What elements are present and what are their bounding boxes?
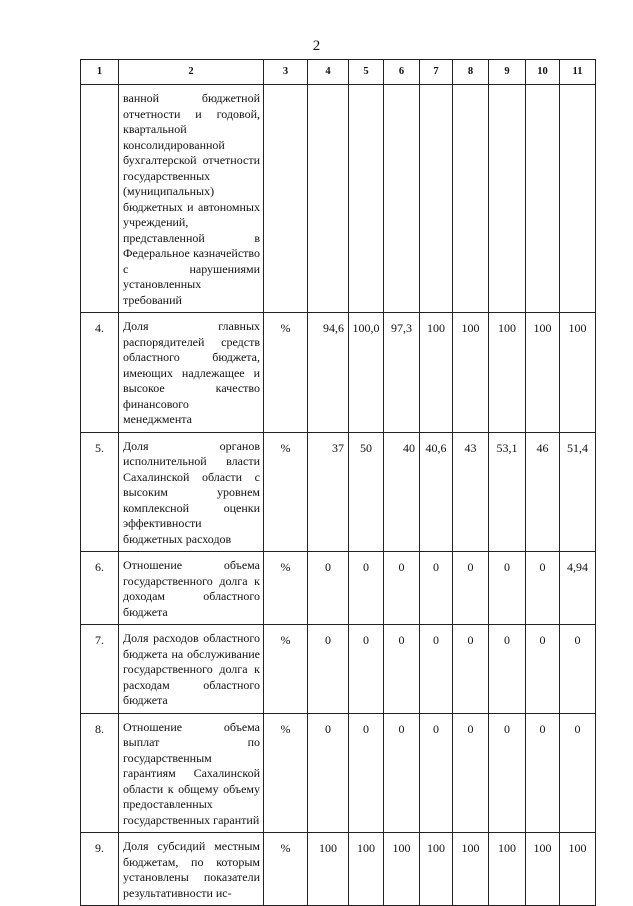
value-cell: 0 — [420, 552, 453, 625]
value-cell: 97,3 — [384, 313, 420, 433]
table-row — [81, 432, 596, 552]
row-number: 4. — [81, 313, 119, 433]
value-cell: 0 — [349, 625, 384, 714]
value-cell: 0 — [453, 552, 489, 625]
value-cell: 0 — [349, 713, 384, 833]
column-header: 6 — [384, 60, 420, 85]
value-cell: 4,94 — [560, 552, 596, 625]
value-cell: 0 — [489, 713, 526, 833]
row-number — [81, 85, 119, 313]
unit-cell: % — [264, 833, 308, 906]
column-header: 8 — [453, 60, 489, 85]
page-number: 2 — [312, 38, 321, 54]
value-cell: 40 — [384, 432, 420, 552]
value-cell — [526, 85, 560, 313]
value-cell: 100 — [453, 833, 489, 906]
column-header: 9 — [489, 60, 526, 85]
indicators-table — [80, 59, 596, 906]
unit-cell: % — [264, 713, 308, 833]
table-row — [81, 85, 596, 313]
value-cell: 0 — [349, 552, 384, 625]
column-header: 11 — [560, 60, 596, 85]
value-cell — [420, 85, 453, 313]
value-cell: 43 — [453, 432, 489, 552]
value-cell: 100 — [489, 833, 526, 906]
indicator-name: Отношение объема государственного долга к доходам областного бюджета — [119, 552, 264, 625]
value-cell — [349, 85, 384, 313]
value-cell: 100 — [420, 313, 453, 433]
value-cell: 100 — [489, 313, 526, 433]
value-cell: 0 — [420, 625, 453, 714]
value-cell: 46 — [526, 432, 560, 552]
value-cell: 100 — [526, 833, 560, 906]
value-cell: 100,0 — [349, 313, 384, 433]
value-cell: 100 — [453, 313, 489, 433]
column-header: 1 — [81, 60, 119, 85]
row-number: 5. — [81, 432, 119, 552]
column-header: 3 — [264, 60, 308, 85]
value-cell — [384, 85, 420, 313]
column-header: 2 — [119, 60, 264, 85]
value-cell: 0 — [308, 625, 349, 714]
value-cell: 0 — [526, 625, 560, 714]
value-cell — [453, 85, 489, 313]
value-cell: 0 — [420, 713, 453, 833]
value-cell: 100 — [349, 833, 384, 906]
value-cell: 100 — [308, 833, 349, 906]
value-cell: 100 — [560, 313, 596, 433]
indicator-name: Доля расходов областного бюджета на обслуживание государственного долга к расходам областного бюджета — [119, 625, 264, 714]
value-cell: 0 — [526, 552, 560, 625]
value-cell: 37 — [308, 432, 349, 552]
value-cell — [560, 85, 596, 313]
value-cell: 51,4 — [560, 432, 596, 552]
value-cell: 0 — [308, 552, 349, 625]
table-row — [81, 552, 596, 625]
column-header: 4 — [308, 60, 349, 85]
value-cell: 0 — [453, 625, 489, 714]
value-cell: 40,6 — [420, 432, 453, 552]
value-cell: 100 — [384, 833, 420, 906]
value-cell: 0 — [526, 713, 560, 833]
column-header: 10 — [526, 60, 560, 85]
indicator-name: Доля главных распорядителей средств областного бюджета, имеющих надлежащее и высокое качество финансового менеджмента — [119, 313, 264, 433]
value-cell: 0 — [384, 552, 420, 625]
unit-cell: % — [264, 552, 308, 625]
value-cell: 0 — [384, 713, 420, 833]
value-cell: 50 — [349, 432, 384, 552]
header-row — [81, 60, 596, 85]
unit-cell: % — [264, 432, 308, 552]
unit-cell: % — [264, 313, 308, 433]
value-cell — [489, 85, 526, 313]
value-cell: 100 — [526, 313, 560, 433]
unit-cell: % — [264, 625, 308, 714]
value-cell: 0 — [308, 713, 349, 833]
row-number: 6. — [81, 552, 119, 625]
row-number: 8. — [81, 713, 119, 833]
indicator-name: ванной бюджетной отчетности и годовой, квартальной консолидированной бухгалтерской отчетности государственных (муниципальных) бюджетных и автономных учреждений, представленной в Федеральное казначейство с нарушениями установленных требований — [119, 85, 264, 313]
value-cell: 100 — [420, 833, 453, 906]
value-cell: 53,1 — [489, 432, 526, 552]
value-cell — [308, 85, 349, 313]
column-header: 5 — [349, 60, 384, 85]
row-number: 7. — [81, 625, 119, 714]
column-header: 7 — [420, 60, 453, 85]
value-cell: 100 — [560, 833, 596, 906]
value-cell: 0 — [384, 625, 420, 714]
value-cell: 0 — [560, 713, 596, 833]
indicator-name: Отношение объема выплат по государственным гарантиям Сахалинской области к общему объему предоставленных государственных гарантий — [119, 713, 264, 833]
value-cell: 0 — [560, 625, 596, 714]
value-cell: 94,6 — [308, 313, 349, 433]
table-row — [81, 713, 596, 833]
table-row — [81, 833, 596, 906]
row-number: 9. — [81, 833, 119, 906]
value-cell: 0 — [489, 625, 526, 714]
indicator-name: Доля субсидий местным бюджетам, по которым установлены показатели результативности ис- — [119, 833, 264, 906]
indicator-name: Доля органов исполнительной власти Сахалинской области с высоким уровнем комплексной оценки эффективности бюджетных расходов — [119, 432, 264, 552]
unit-cell — [264, 85, 308, 313]
table-row — [81, 625, 596, 714]
value-cell: 0 — [453, 713, 489, 833]
value-cell: 0 — [489, 552, 526, 625]
table-row — [81, 313, 596, 433]
